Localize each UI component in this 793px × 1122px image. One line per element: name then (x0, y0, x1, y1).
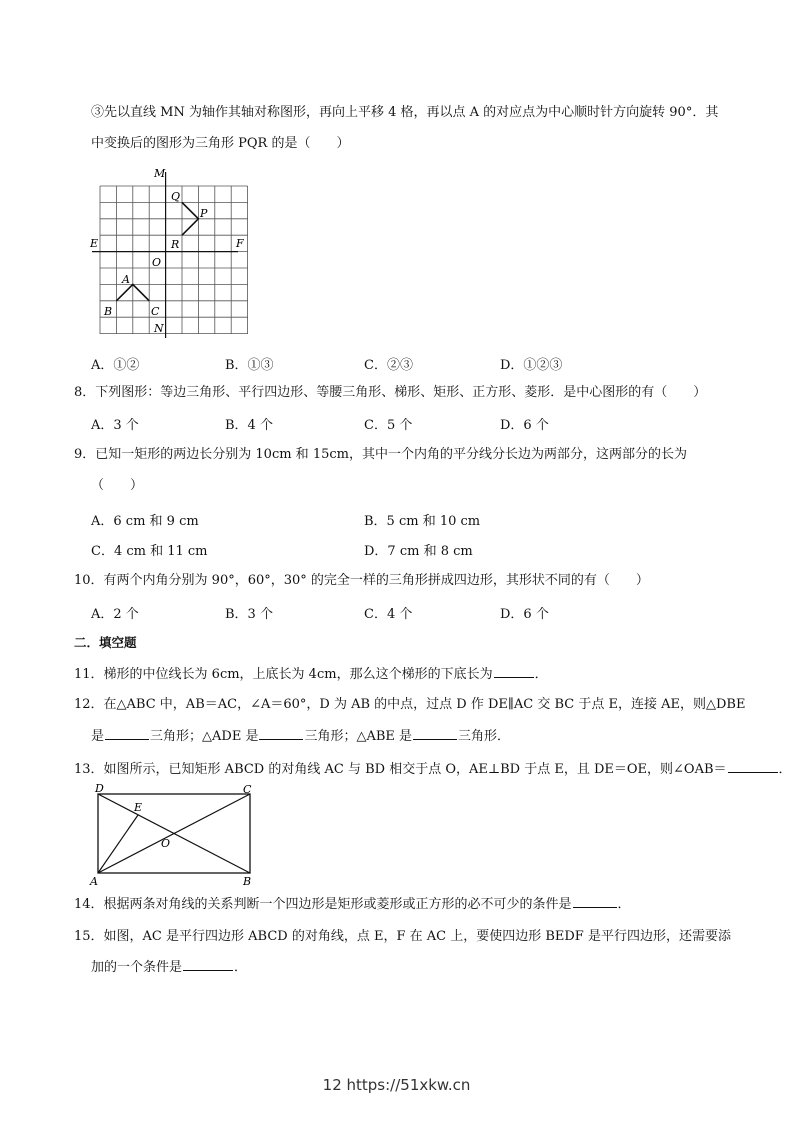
section-title-fill-in: 二．填空题 (74, 635, 137, 650)
fig13-label-O: O (161, 837, 171, 850)
label-A: A (122, 273, 130, 286)
label-M: M (154, 167, 166, 180)
q9-option-c[interactable]: C．4 cm 和 11 cm (91, 544, 208, 559)
q13-answer-blank[interactable] (728, 760, 778, 773)
q15-answer-blank[interactable] (183, 958, 233, 971)
label-B: B (104, 305, 113, 318)
q15-text-line2 (91, 958, 247, 977)
label-P: P (200, 207, 208, 220)
q15-text-line1: 15．如图，AC 是平行四边形 ABCD 的对角线，点 E，F 在 AC 上，要使四边形 BEDF 是平行四边形，还需要添 (74, 929, 731, 944)
label-Q: Q (171, 190, 181, 203)
q7-option-d[interactable]: D．①②③ (500, 358, 563, 373)
q9-text-line1: 9．已知一矩形的两边长分别为 10cm 和 15cm，其中一个内角的平分线分长边为两部分，这两部分的长为 (74, 447, 687, 462)
q14-text-post: ． (617, 897, 631, 912)
q8-option-c[interactable]: C．5 个 (364, 418, 413, 433)
q9-option-d[interactable]: D．7 cm 和 8 cm (364, 544, 473, 559)
q12-text-line2 (91, 727, 510, 746)
label-R: R (171, 238, 180, 251)
q14-text (74, 895, 631, 914)
q10-text: 10．有两个内角分别为 90°，60°，30° 的完全一样的三角形拼成四边形，其形状不同的有（ ） (74, 573, 649, 588)
q13-text (74, 760, 792, 779)
q10-option-a[interactable]: A．2 个 (91, 607, 139, 622)
q8-option-d[interactable]: D．6 个 (500, 418, 549, 433)
q12-part4: 三角形． (458, 729, 511, 744)
q11-answer-blank[interactable] (494, 665, 534, 678)
q12-blank-1[interactable] (105, 727, 149, 740)
label-C: C (151, 305, 160, 318)
q10-option-d[interactable]: D．6 个 (500, 607, 549, 622)
fig13-label-C: C (243, 783, 252, 796)
q13-rectangle-figure (88, 780, 268, 890)
q15-text-pre: 加的一个条件是 (91, 960, 183, 975)
q15-text-post: ． (234, 960, 248, 975)
q7-grid-figure (88, 164, 258, 344)
q8-option-b[interactable]: B．4 个 (225, 418, 273, 433)
q13-text-pre: 13．如图所示，已知矩形 ABCD 的对角线 AC 与 BD 相交于点 O，AE⊥BD 于点 E，且 DE＝OE，则∠OAB＝ (74, 762, 727, 777)
q9-option-b[interactable]: B．5 cm 和 10 cm (364, 514, 481, 529)
q13-text-post: ． (778, 762, 792, 777)
q11-text-pre: 11．梯形的中位线长为 6cm，上底长为 4cm，那么这个梯形的下底长为 (74, 667, 493, 682)
fig13-label-E: E (134, 801, 143, 814)
q10-option-b[interactable]: B．3 个 (225, 607, 273, 622)
q7-text-line2: 中变换后的图形为三角形 PQR 的是（ ） (91, 136, 350, 151)
q12-text-line1: 12．在△ABC 中，AB＝AC，∠A＝60°，D 为 AB 的中点，过点 D 作 DE∥AC 交 BC 于点 E，连接 AE，则△DBE (74, 697, 746, 712)
q7-option-b[interactable]: B．①③ (225, 358, 274, 373)
q7-option-c[interactable]: C．②③ (364, 358, 413, 373)
q8-text: 8．下列图形：等边三角形、平行四边形、等腰三角形、梯形、矩形、正方形、菱形．是中心图形的有（ ） (74, 385, 707, 400)
q11-text (74, 665, 548, 684)
q12-part1: 是 (91, 729, 105, 744)
label-F: F (236, 237, 244, 250)
page-footer: 12 https://51xkw.cn (322, 1076, 471, 1094)
fig13-label-D: D (95, 782, 104, 795)
q9-option-a[interactable]: A．6 cm 和 9 cm (91, 514, 199, 529)
label-O: O (152, 256, 162, 269)
q7-option-a[interactable]: A．①② (91, 358, 140, 373)
q10-option-c[interactable]: C．4 个 (364, 607, 413, 622)
label-E: E (90, 237, 99, 250)
fig13-label-B: B (243, 875, 252, 888)
q14-text-pre: 14．根据两条对角线的关系判断一个四边形是矩形或菱形或正方形的必不可少的条件是 (74, 897, 572, 912)
q12-blank-3[interactable] (413, 727, 457, 740)
q9-text-line2: （ ） (91, 478, 144, 493)
label-N: N (154, 322, 164, 335)
fig13-label-A: A (90, 875, 98, 888)
q12-part2: 三角形；△ADE 是 (150, 729, 259, 744)
q7-text-line1: ③先以直线 MN 为轴作其轴对称图形，再向上平移 4 格，再以点 A 的对应点为中心顺时针方向旋转 90°．其 (91, 105, 719, 120)
q12-part3: 三角形；△ABE 是 (304, 729, 413, 744)
q8-option-a[interactable]: A．3 个 (91, 418, 139, 433)
q11-text-post: ． (534, 667, 548, 682)
q14-answer-blank[interactable] (573, 895, 617, 908)
q12-blank-2[interactable] (259, 727, 303, 740)
